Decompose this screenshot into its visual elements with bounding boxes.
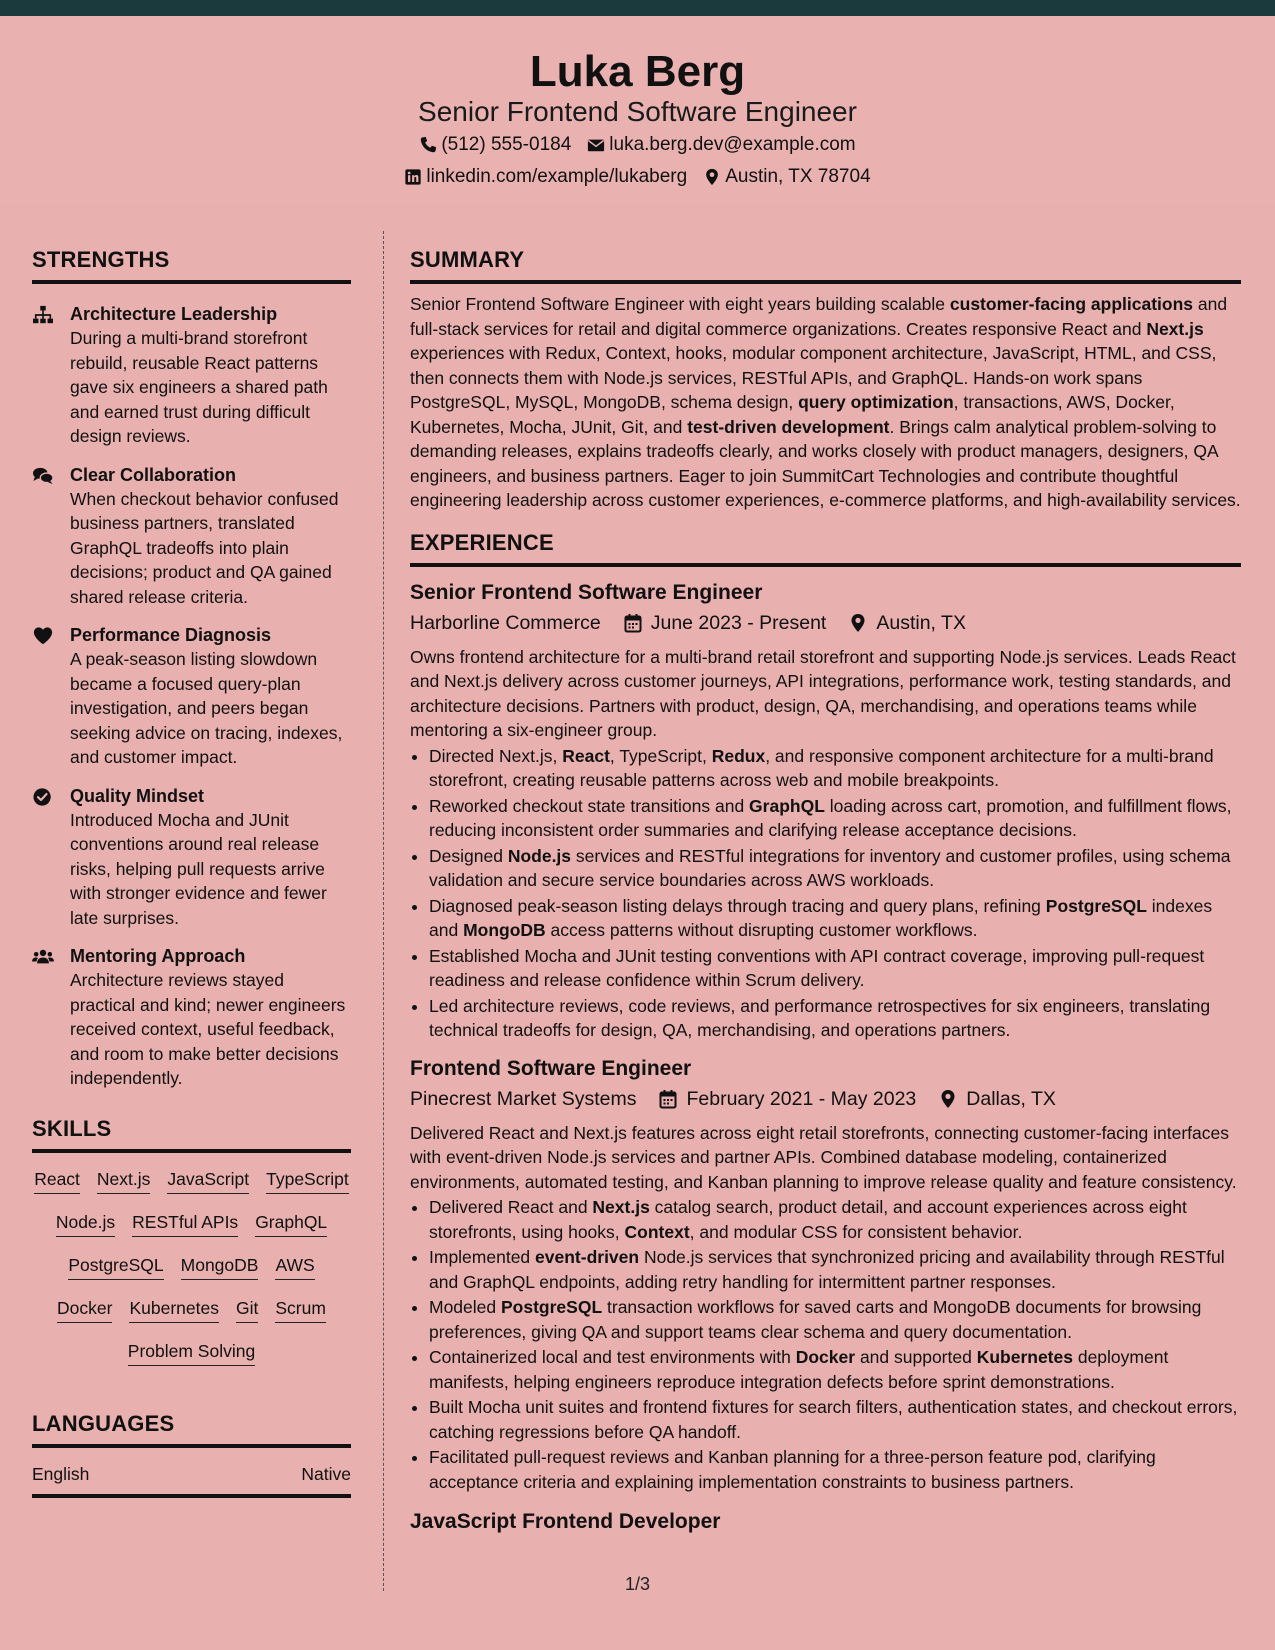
job-dates: February 2021 - May 2023 bbox=[686, 1087, 917, 1110]
job-title: Frontend Software Engineer bbox=[410, 1056, 692, 1080]
email-item[interactable] bbox=[587, 133, 855, 157]
skill-tag: Problem Solving bbox=[128, 1339, 255, 1366]
skill-tag: Next.js bbox=[97, 1167, 150, 1194]
location-item bbox=[703, 165, 870, 189]
skills-heading: SKILLS bbox=[32, 1115, 351, 1153]
email-address[interactable]: luka.berg.dev@example.com bbox=[609, 134, 856, 155]
job-title-next: JavaScript Frontend Developer bbox=[410, 1510, 721, 1533]
skill-tag: PostgreSQL bbox=[68, 1253, 163, 1280]
job-bullets bbox=[410, 1195, 1241, 1494]
job-bullet: • Designed Node.js services and RESTful integrations for inventory and customer profiles, using schema validation and secure service boundaries across AWS workloads. bbox=[429, 844, 1241, 893]
job-bullet: • Implemented event-driven Node.js services that synchronized pricing and availability through RESTful and GraphQL endpoints, adding retry handling for intermittent partner responses. bbox=[429, 1245, 1241, 1294]
resume-header bbox=[0, 16, 1275, 204]
skill-tag: AWS bbox=[275, 1253, 314, 1280]
strength-body bbox=[70, 623, 351, 770]
skills-list bbox=[32, 1167, 351, 1366]
strength-title: Mentoring Approach bbox=[70, 946, 246, 966]
job-description: Delivered React and Next.js features across eight retail storefronts, connecting customer-facing interfaces with event-driven Node.js services and partner APIs. Combined database modeling, containerized environments, automated testing, and Kanban planning to improve release quality and feature consistency. bbox=[410, 1122, 1237, 1192]
phone-item bbox=[419, 133, 571, 157]
strength-item bbox=[32, 302, 351, 449]
candidate-name: Luka Berg bbox=[529, 47, 746, 96]
job-title: Senior Frontend Software Engineer bbox=[410, 580, 763, 604]
linkedin-url[interactable]: linkedin.com/example/lukaberg bbox=[426, 166, 688, 187]
strength-item bbox=[32, 784, 351, 931]
job-entry bbox=[410, 579, 1241, 1043]
experience-heading: EXPERIENCE bbox=[410, 529, 1241, 567]
job-bullet: • Established Mocha and JUnit testing conventions with API contract coverage, improving pull-request readiness and release confidence within Scrum delivery. bbox=[429, 944, 1241, 993]
phone-number: (512) 555-0184 bbox=[441, 134, 572, 155]
linkedin-icon bbox=[404, 168, 422, 186]
contact-row-1 bbox=[0, 133, 1275, 157]
envelope-icon bbox=[587, 136, 605, 154]
skill-tag: Scrum bbox=[275, 1296, 326, 1323]
strength-title: Architecture Leadership bbox=[70, 304, 278, 324]
column-divider bbox=[383, 231, 384, 1591]
right-column bbox=[410, 246, 1241, 1536]
location-text: Austin, TX 78704 bbox=[725, 166, 871, 187]
skill-tag: TypeScript bbox=[266, 1167, 349, 1194]
map-marker-icon bbox=[703, 168, 721, 186]
strength-description: A peak-season listing slowdown became a focused query-plan investigation, and peers began seeking advice on tracing, indexes, and customer impact. bbox=[70, 649, 343, 767]
map-marker-icon bbox=[848, 613, 868, 633]
strength-body bbox=[70, 784, 351, 931]
job-bullet: • Diagnosed peak-season listing delays through tracing and query plans, refining PostgreSQL indexes and MongoDB access patterns without disrupting customer workflows. bbox=[429, 894, 1241, 943]
job-bullet: • Facilitated pull-request reviews and Kanban planning for a three-person feature pod, clarifying acceptance criteria and explaining implementation constraints to business partners. bbox=[429, 1445, 1241, 1494]
comments-icon bbox=[32, 463, 70, 610]
strength-body bbox=[70, 302, 351, 449]
skill-tag: JavaScript bbox=[167, 1167, 249, 1194]
strength-item bbox=[32, 944, 351, 1091]
job-bullet: • Modeled PostgreSQL transaction workflows for saved carts and MongoDB documents for browsing preferences, giving QA and support teams clear schema and query documentation. bbox=[429, 1295, 1241, 1344]
job-meta bbox=[410, 609, 1241, 637]
left-column bbox=[32, 246, 351, 1498]
candidate-title: Senior Frontend Software Engineer bbox=[418, 96, 857, 127]
language-level: Native bbox=[301, 1463, 351, 1484]
page-number: 1/3 bbox=[624, 1574, 651, 1594]
job-meta bbox=[410, 1085, 1241, 1113]
job-company: Pinecrest Market Systems bbox=[410, 1087, 637, 1110]
language-name: English bbox=[32, 1463, 90, 1484]
skill-tag: Git bbox=[236, 1296, 258, 1323]
job-company: Harborline Commerce bbox=[410, 611, 601, 634]
job-entry bbox=[410, 1055, 1241, 1495]
job-bullet: • Directed Next.js, React, TypeScript, Redux, and responsive component architecture for a multi-brand storefront, creating reusable patterns across web and mobile breakpoints. bbox=[429, 744, 1241, 793]
users-icon bbox=[32, 944, 70, 1091]
skill-tag: Docker bbox=[57, 1296, 112, 1323]
skill-tag: RESTful APIs bbox=[132, 1210, 238, 1237]
check-circle-icon bbox=[32, 784, 70, 931]
strength-body bbox=[70, 944, 351, 1091]
calendar-icon bbox=[658, 1089, 678, 1109]
skill-tag: React bbox=[34, 1167, 80, 1194]
calendar-icon bbox=[623, 613, 643, 633]
strength-description: During a multi-brand storefront rebuild, reusable React patterns gave six engineers a shared path and earned trust during difficult design reviews. bbox=[70, 328, 328, 446]
strength-item bbox=[32, 463, 351, 610]
strength-description: When checkout behavior confused business partners, translated GraphQL tradeoffs into plain decisions; product and QA gained shared release criteria. bbox=[70, 488, 339, 607]
job-location: Dallas, TX bbox=[966, 1087, 1056, 1110]
job-description: Owns frontend architecture for a multi-brand retail storefront and supporting Node.js services. Leads React and Next.js delivery across customer journeys, API integrations, performance work, testing standards, and architecture decisions. Partners with product, design, QA, merchandising, and operations teams while mentoring a six-engineer group. bbox=[410, 646, 1236, 740]
skill-tag: MongoDB bbox=[181, 1253, 259, 1280]
map-marker-icon bbox=[938, 1089, 958, 1109]
skill-tag: Kubernetes bbox=[129, 1296, 219, 1323]
job-location: Austin, TX bbox=[876, 611, 966, 634]
summary-text: Senior Frontend Software Engineer with eight years building scalable customer-facing applications and full-stack services for retail and digital commerce organizations. Creates responsive React and Next.js experiences with Redux, Context, hooks, modular component architecture, JavaScript, HTML, and CSS, then connects them with Node.js services, RESTful APIs, and GraphQL. Hands-on work spans PostgreSQL, MySQL, MongoDB, schema design, query optimization, transactions, AWS, Docker, Kubernetes, Mocha, JUnit, Git, and test-driven development. Brings calm analytical problem-solving to demanding releases, explains tradeoffs clearly, and works closely with product managers, designers, QA engineers, and business partners. Eager to join SummitCart Technologies and contribute thoughtful engineering leadership across customer experiences, e-commerce platforms, and high-availability services. bbox=[410, 294, 1241, 510]
job-bullet: • Containerized local and test environments with Docker and supported Kubernetes deployment manifests, helping engineers reproduce integration defects before sprint demonstrations. bbox=[429, 1345, 1241, 1394]
job-bullet: • Reworked checkout state transitions and GraphQL loading across cart, promotion, and fulfillment flows, reducing inconsistent order summaries and clarifying release acceptance decisions. bbox=[429, 794, 1241, 843]
job-dates: June 2023 - Present bbox=[650, 611, 827, 634]
job-bullet: • Led architecture reviews, code reviews, and performance retrospectives for six engineers, translating technical tradeoffs for design, QA, merchandising, and operations partners. bbox=[429, 994, 1241, 1043]
top-accent-bar bbox=[0, 0, 1275, 16]
strength-description: Introduced Mocha and JUnit conventions around real release risks, helping pull requests arrive with stronger evidence and fewer late surprises. bbox=[70, 809, 327, 928]
strength-item bbox=[32, 623, 351, 770]
languages-heading: LANGUAGES bbox=[32, 1410, 351, 1448]
language-row bbox=[32, 1462, 351, 1498]
linkedin-item[interactable] bbox=[404, 165, 687, 189]
strength-title: Clear Collaboration bbox=[70, 464, 237, 485]
job-bullet: • Delivered React and Next.js catalog search, product detail, and account experiences across eight storefronts, using hooks, Context, and modular CSS for consistent behavior. bbox=[429, 1195, 1241, 1244]
job-bullet: • Built Mocha unit suites and frontend fixtures for search filters, authentication states, and checkout errors, catching regressions before QA handoff. bbox=[429, 1395, 1241, 1444]
contact-row-2 bbox=[0, 165, 1275, 189]
heart-icon bbox=[32, 623, 70, 770]
job-bullets bbox=[410, 744, 1241, 1043]
skill-tag: GraphQL bbox=[255, 1210, 327, 1237]
strength-title: Performance Diagnosis bbox=[70, 625, 272, 645]
summary-heading: SUMMARY bbox=[410, 246, 1241, 284]
strengths-heading: STRENGTHS bbox=[32, 246, 351, 284]
strength-body bbox=[70, 463, 351, 610]
strength-description: Architecture reviews stayed practical and kind; newer engineers received context, useful feedback, and room to make better decisions independently. bbox=[70, 970, 346, 1088]
skill-tag: Node.js bbox=[56, 1210, 115, 1237]
sitemap-icon bbox=[32, 302, 70, 449]
strength-title: Quality Mindset bbox=[70, 785, 205, 806]
phone-icon bbox=[419, 136, 437, 154]
